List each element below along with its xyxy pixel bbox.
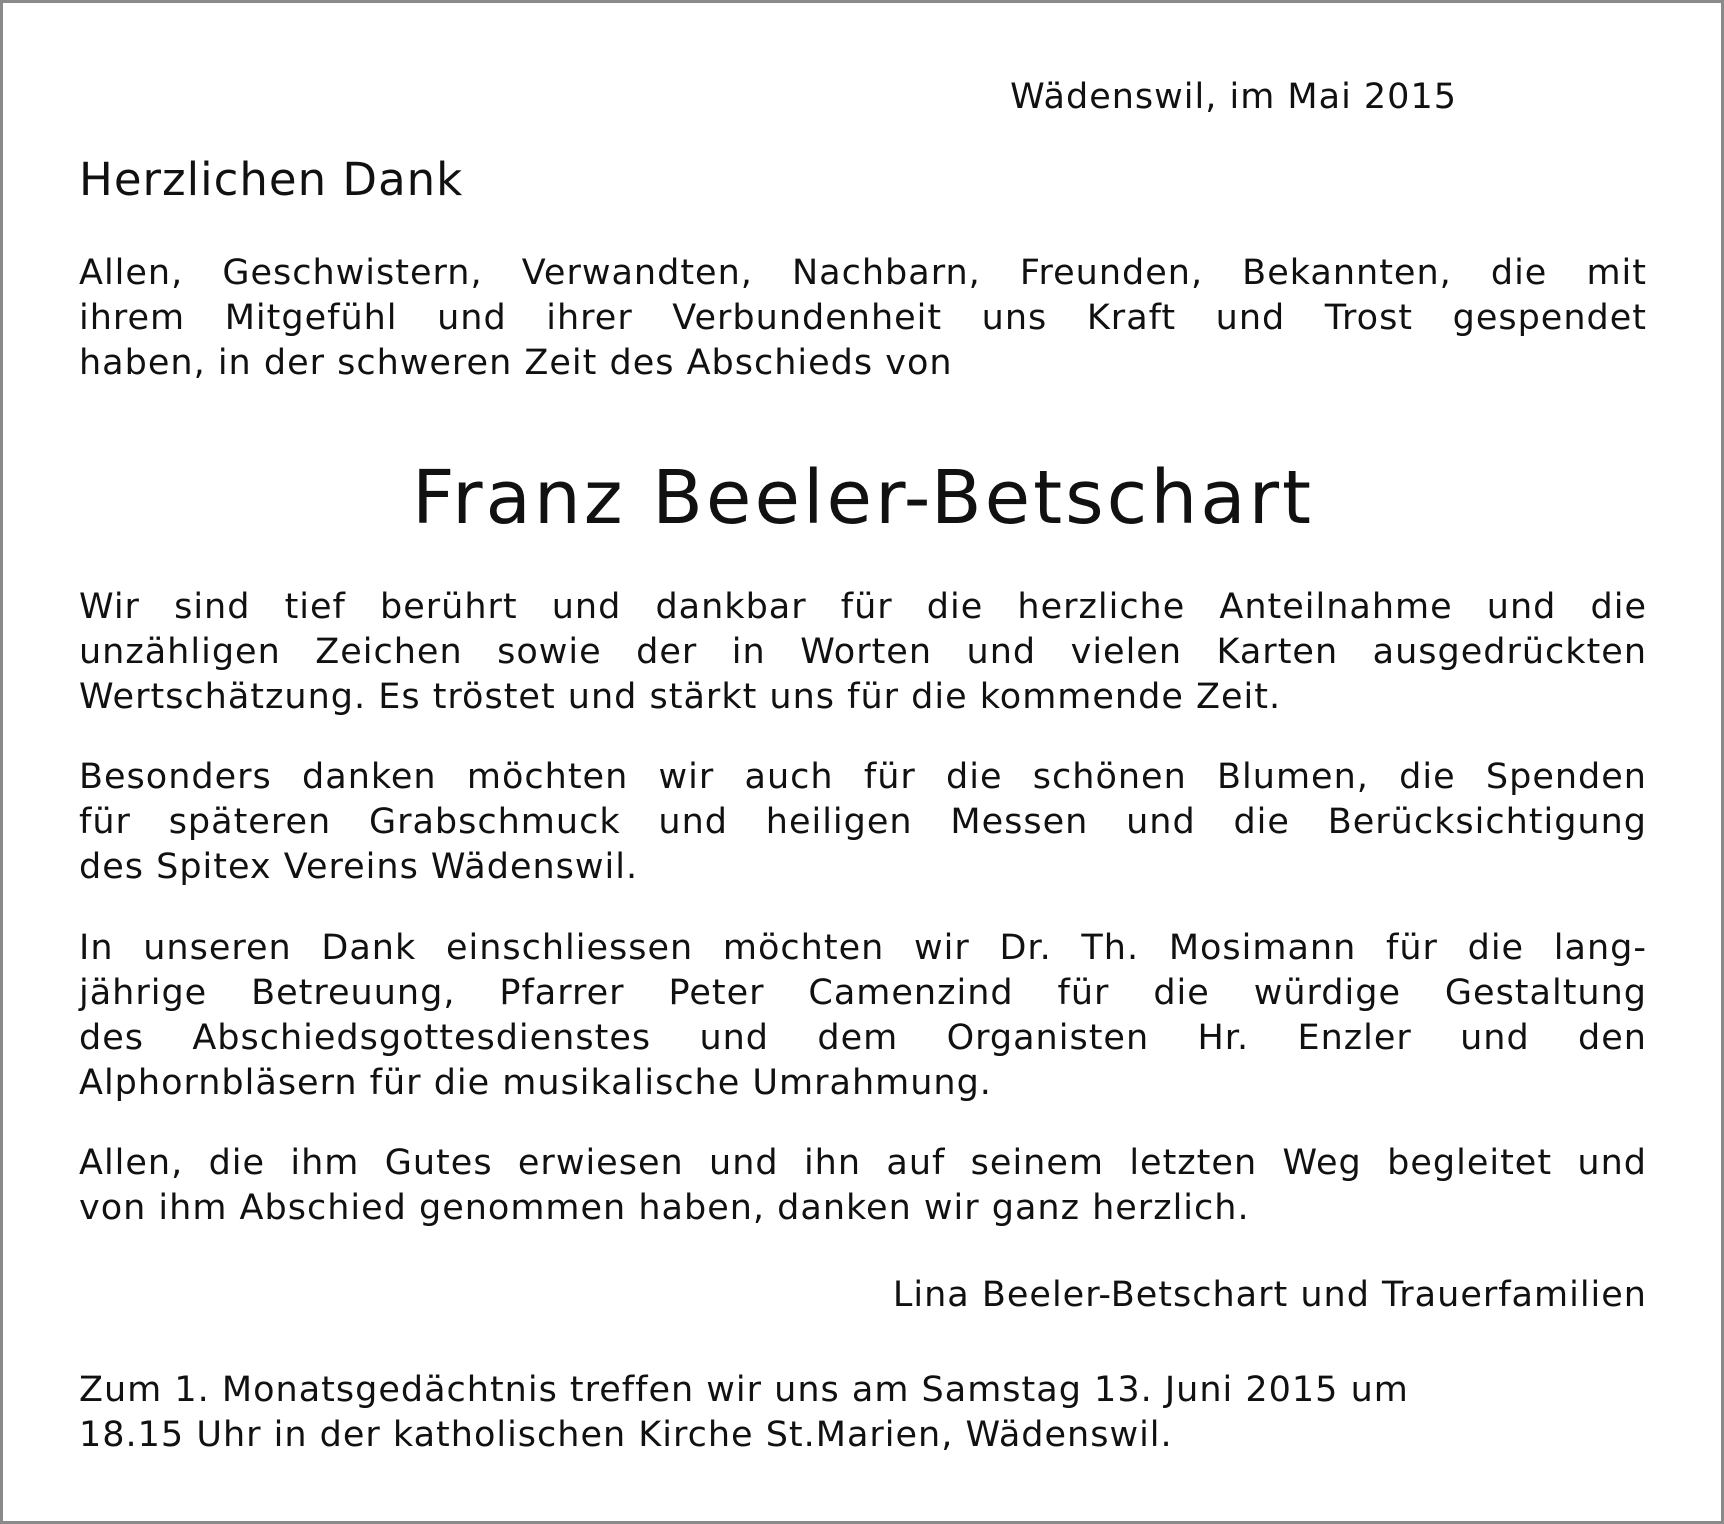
paragraph-3: [79, 926, 1647, 1106]
paragraph-line: Wertschätzung. Es tröstet und stärkt uns für die kommende Zeit.: [79, 677, 1282, 717]
memorial-notice: [79, 1368, 1647, 1458]
paragraph-line: Wir sind tief berührt und dankbar für die herzliche Anteilnahme und die: [79, 587, 1647, 627]
deceased-name: Franz Beeler-Betschart: [411, 455, 1315, 541]
intro-line: Allen, Geschwistern, Verwandten, Nachbarn, Freunden, Bekannten, die mit: [79, 253, 1647, 293]
intro-line: haben, in der schweren Zeit des Abschieds von: [79, 343, 953, 383]
paragraph-line: für späteren Grabschmuck und heiligen Messen und die Berücksichtigung: [79, 802, 1647, 842]
paragraph-line: des Spitex Vereins Wädenswil.: [79, 847, 639, 887]
paragraph-line: jährige Betreuung, Pfarrer Peter Camenzind für die würdige Gestaltung: [79, 973, 1647, 1013]
memorial-line: 18.15 Uhr in der katholischen Kirche St.Marien, Wädenswil.: [79, 1415, 1173, 1455]
paragraph-line: Alphornbläsern für die musikalische Umrahmung.: [79, 1063, 992, 1103]
paragraph-line: unzähligen Zeichen sowie der in Worten und vielen Karten ausgedrückten: [79, 632, 1647, 672]
paragraph-line: des Abschiedsgottesdienstes und dem Organisten Hr. Enzler und den: [79, 1018, 1647, 1058]
paragraph-2: [79, 755, 1647, 890]
paragraph-line: In unseren Dank einschliessen möchten wir Dr. Th. Mosimann für die lang-: [79, 928, 1647, 968]
intro-line: ihrem Mitgefühl und ihrer Verbundenheit uns Kraft und Trost gespendet: [79, 298, 1647, 338]
intro-paragraph: [79, 251, 1647, 386]
memorial-line: Zum 1. Monatsgedächtnis treffen wir uns am Samstag 13. Juni 2015 um: [79, 1370, 1409, 1410]
place-date: Wädenswil, im Mai 2015: [1010, 77, 1457, 117]
heading: Herzlichen Dank: [79, 153, 464, 206]
paragraph-1: [79, 585, 1647, 720]
paragraph-line: Besonders danken möchten wir auch für die schönen Blumen, die Spenden: [79, 757, 1647, 797]
signature: Lina Beeler-Betschart und Trauerfamilien: [892, 1275, 1647, 1315]
paragraph-line: Allen, die ihm Gutes erwiesen und ihn auf seinem letzten Weg begleitet und: [79, 1143, 1647, 1183]
paragraph-line: von ihm Abschied genommen haben, danken wir ganz herzlich.: [79, 1188, 1250, 1228]
paragraph-4: [79, 1141, 1647, 1231]
